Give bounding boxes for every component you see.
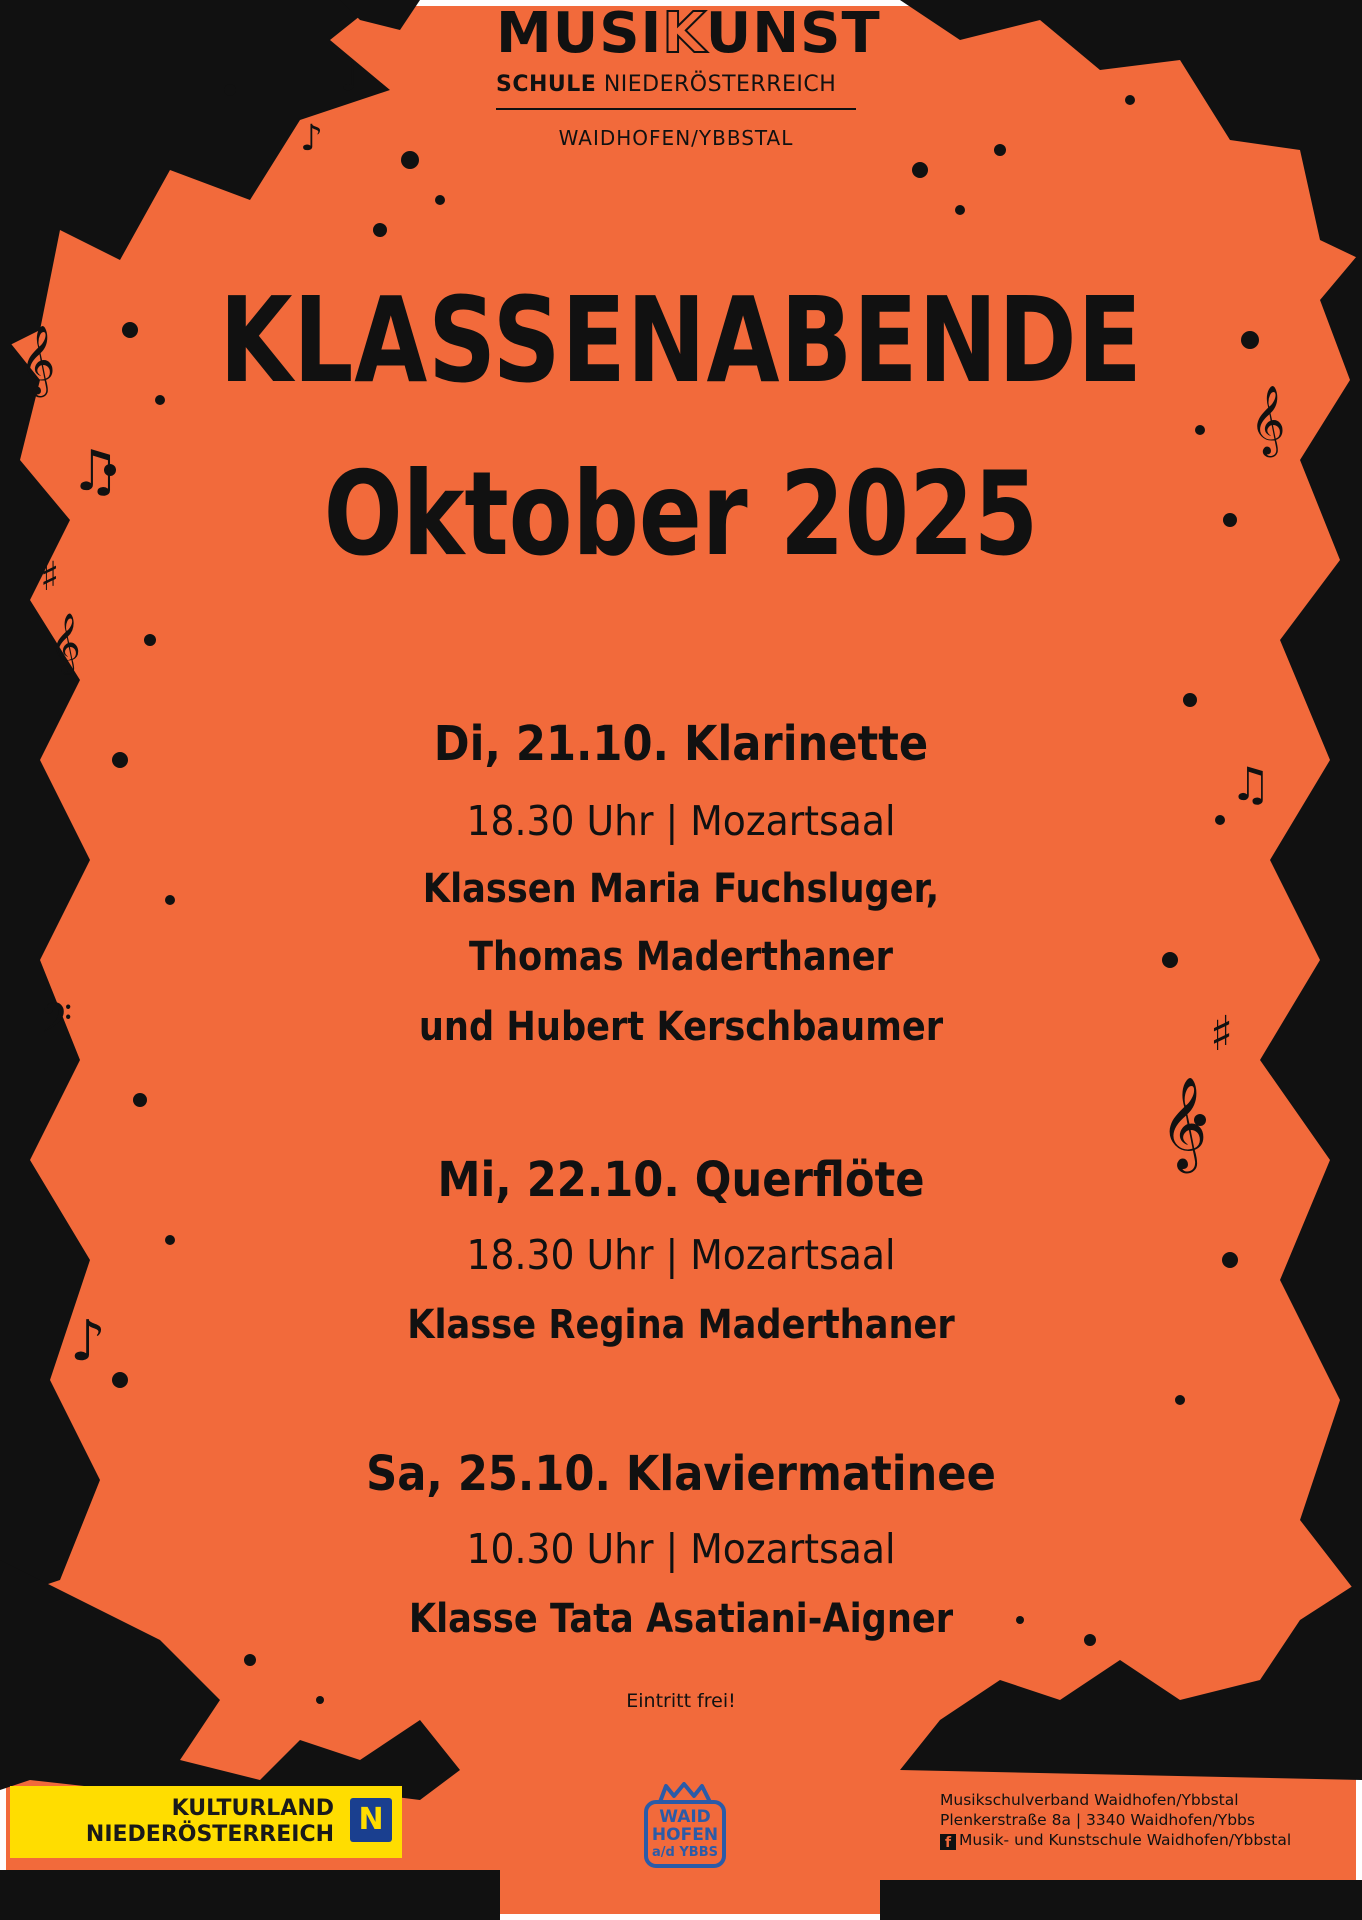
svg-text:𝄞: 𝄞 bbox=[20, 325, 56, 395]
svg-text:♪: ♪ bbox=[70, 1309, 106, 1374]
waidhofen-town-logo bbox=[640, 1782, 730, 1870]
svg-text:𝄞: 𝄞 bbox=[1250, 385, 1286, 455]
svg-text:♫: ♫ bbox=[70, 439, 121, 504]
footer-line-2: Plenkerstraße 8a | 3340 Waidhofen/Ybbs bbox=[940, 1811, 1255, 1829]
svg-text:𝄞: 𝄞 bbox=[1160, 1076, 1208, 1169]
svg-text:♯: ♯ bbox=[1210, 1006, 1234, 1062]
school-logo-wordmark bbox=[496, 1, 881, 66]
footer-line-1: Musikschulverband Waidhofen/Ybbstal bbox=[940, 1791, 1239, 1809]
town-logo-text bbox=[640, 1808, 730, 1862]
svg-text:♯: ♯ bbox=[40, 554, 60, 600]
town-logo-line-2: HOFEN bbox=[651, 1825, 719, 1845]
footer-address bbox=[940, 1790, 1350, 1850]
logo-divider bbox=[496, 108, 856, 110]
event-1-line-2: Thomas Maderthaner bbox=[468, 934, 894, 980]
kulturland-line-1: KULTURLAND bbox=[171, 1796, 334, 1821]
town-logo-line-1: WAID bbox=[659, 1807, 711, 1827]
noe-badge-icon: N bbox=[350, 1798, 392, 1842]
event-1-heading: Di, 21.10. Klarinette bbox=[433, 716, 929, 772]
svg-text:𝄢: 𝄢 bbox=[40, 994, 73, 1052]
kulturland-text bbox=[24, 1796, 334, 1848]
facebook-icon: f bbox=[940, 1834, 956, 1850]
kulturland-logo bbox=[10, 1786, 402, 1858]
entry-note: Eintritt frei! bbox=[626, 1690, 736, 1712]
event-1-time: 18.30 Uhr | Mozartsaal bbox=[466, 797, 896, 845]
brand-part2: K bbox=[662, 1, 706, 66]
town-logo-line-3: a/d YBBS bbox=[652, 1845, 718, 1860]
event-2-time: 18.30 Uhr | Mozartsaal bbox=[466, 1231, 896, 1279]
footer-line-3-wrap bbox=[940, 1830, 1350, 1850]
brand-sub-bold: SCHULE bbox=[496, 72, 597, 97]
event-2-line-1: Klasse Regina Maderthaner bbox=[407, 1302, 955, 1348]
svg-text:♩: ♩ bbox=[340, 54, 359, 100]
svg-text:♪: ♪ bbox=[300, 118, 323, 159]
event-3-time: 10.30 Uhr | Mozartsaal bbox=[466, 1525, 896, 1573]
event-3-line-1: Klasse Tata Asatiani-Aigner bbox=[408, 1596, 954, 1642]
svg-text:♫: ♫ bbox=[1230, 757, 1272, 811]
school-city: WAIDHOFEN/YBBSTAL bbox=[558, 126, 794, 150]
kulturland-line-2: NIEDERÖSTERREICH bbox=[85, 1822, 334, 1847]
event-1-line-3: und Hubert Kerschbaumer bbox=[418, 1004, 944, 1050]
brand-part3: UNST bbox=[705, 1, 881, 66]
event-3-heading: Sa, 25.10. Klaviermatinee bbox=[366, 1446, 996, 1502]
poster-title: KLASSENABENDE bbox=[219, 271, 1143, 409]
event-2-heading: Mi, 22.10. Querflöte bbox=[437, 1152, 925, 1208]
event-1-line-1: Klassen Maria Fuchsluger, bbox=[422, 866, 940, 912]
brand-sub-rest: NIEDERÖSTERREICH bbox=[603, 72, 837, 97]
footer-line-3: Musik- und Kunstschule Waidhofen/Ybbstal bbox=[959, 1831, 1292, 1849]
poster-subtitle: Oktober 2025 bbox=[323, 447, 1039, 582]
svg-text:𝄞: 𝄞 bbox=[50, 613, 81, 673]
school-logo-subtitle bbox=[496, 72, 856, 97]
brand-part1: MUSI bbox=[496, 1, 663, 66]
